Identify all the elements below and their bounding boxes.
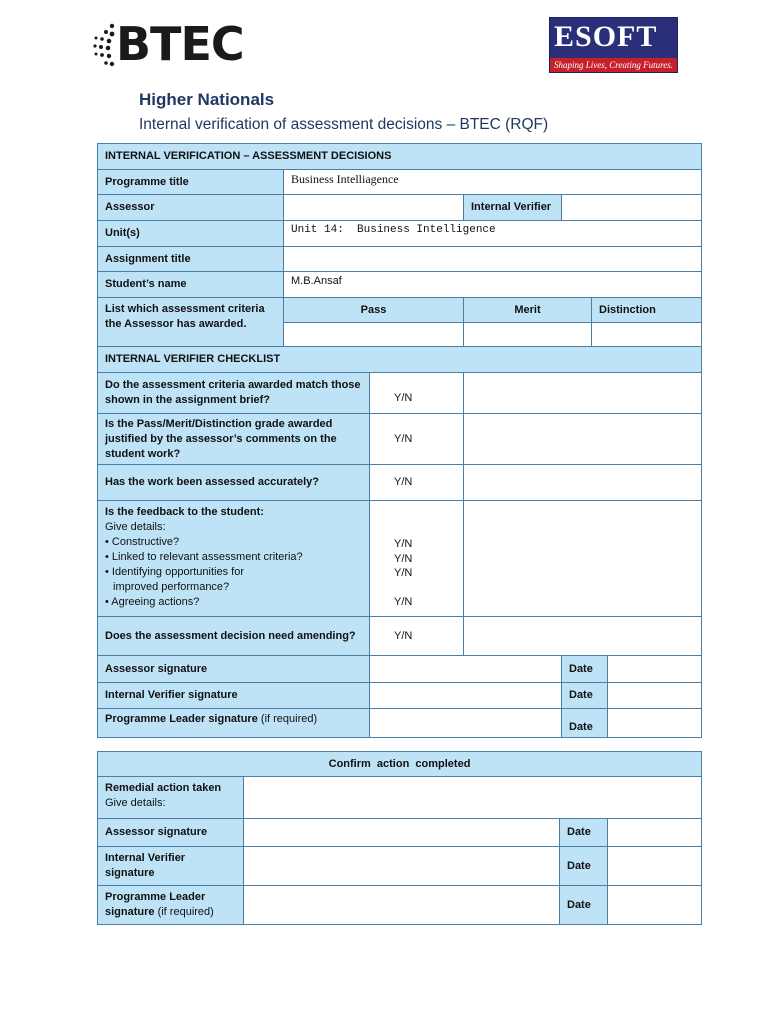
confirm-pl-signature-text: Programme Leader signature	[105, 891, 206, 918]
remedial-label-text: Remedial action taken	[105, 782, 222, 794]
q1-yn[interactable]: Y/N	[370, 373, 464, 414]
btec-dots-icon	[92, 22, 116, 68]
distinction-header: Distinction	[592, 298, 702, 323]
q5-comment-field[interactable]	[464, 617, 702, 656]
confirm-assessor-signature-label: Assessor signature	[98, 819, 244, 847]
q2-comment-field[interactable]	[464, 414, 702, 465]
iv-signature-label: Internal Verifier signature	[98, 683, 370, 709]
page-subtitle: Internal verification of assessment decisions – BTEC (RQF)	[139, 116, 549, 133]
programme-title-label: Programme title	[98, 170, 284, 195]
assessor-date-field[interactable]	[608, 656, 702, 683]
pl-signature-label	[98, 709, 370, 738]
pl-signature-field[interactable]	[370, 709, 562, 738]
remedial-field[interactable]	[244, 777, 702, 819]
merit-field[interactable]	[464, 323, 592, 347]
q4-yn-group	[370, 501, 464, 617]
q4-comment-field[interactable]	[464, 501, 702, 617]
internal-verifier-label: Internal Verifier	[464, 195, 562, 221]
confirm-assessor-date-label: Date	[560, 819, 608, 847]
merit-header: Merit	[464, 298, 592, 323]
checklist-section-title: INTERNAL VERIFIER CHECKLIST	[98, 347, 702, 373]
assessor-signature-field[interactable]	[370, 656, 562, 683]
confirm-pl-signature-field[interactable]	[244, 886, 560, 925]
distinction-field[interactable]	[592, 323, 702, 347]
q4-yn-identifying[interactable]: Y/N	[394, 567, 413, 579]
esoft-tagline: Shaping Lives, Creating Futures.	[553, 60, 674, 70]
pass-header: Pass	[284, 298, 464, 323]
confirm-pl-signature-label	[98, 886, 244, 925]
assessment-decisions-table	[97, 143, 702, 347]
assignment-title-field[interactable]	[284, 247, 702, 272]
pass-field[interactable]	[284, 323, 464, 347]
remedial-give-details: Give details:	[105, 797, 166, 809]
student-name-label: Student’s name	[98, 272, 284, 298]
iv-signature-field[interactable]	[370, 683, 562, 709]
q4-item-identifying: • Identifying opportunities for	[105, 566, 244, 578]
q4-yn-constructive[interactable]: Y/N	[394, 538, 413, 550]
confirm-iv-date-label: Date	[560, 847, 608, 886]
iv-checklist-table	[97, 346, 702, 738]
student-name-field[interactable]: M.B.Ansaf	[284, 272, 702, 298]
q4-give-details: Give details:	[105, 521, 166, 533]
pl-date-label: Date	[562, 709, 608, 738]
decisions-section-title: INTERNAL VERIFICATION – ASSESSMENT DECISIONS	[98, 144, 702, 170]
btec-logo	[92, 16, 252, 72]
checklist-q4	[98, 501, 370, 617]
confirm-assessor-signature-field[interactable]	[244, 819, 560, 847]
q1-comment-field[interactable]	[464, 373, 702, 414]
pl-signature-text: Programme Leader signature	[105, 713, 258, 725]
iv-date-field[interactable]	[608, 683, 702, 709]
confirm-section-title: Confirm action completed	[98, 752, 702, 777]
page-title: Higher Nationals	[139, 90, 275, 109]
confirm-iv-signature-label: Internal Verifier signature	[98, 847, 244, 886]
remedial-label	[98, 777, 244, 819]
assessor-signature-label: Assessor signature	[98, 656, 370, 683]
assessor-date-label: Date	[562, 656, 608, 683]
q4-item-linked: • Linked to relevant assessment criteria?	[105, 551, 303, 563]
programme-title-field[interactable]: Business Intelliagence	[284, 170, 702, 195]
q3-yn[interactable]: Y/N	[370, 465, 464, 501]
q4-title: Is the feedback to the student:	[105, 506, 264, 518]
q5-yn[interactable]: Y/N	[370, 617, 464, 656]
confirm-assessor-date-field[interactable]	[608, 819, 702, 847]
criteria-label: List which assessment criteria the Assessor has awarded.	[98, 298, 284, 347]
checklist-q1: Do the assessment criteria awarded match those shown in the assignment brief?	[98, 373, 370, 414]
assessor-label: Assessor	[98, 195, 284, 221]
q4-yn-linked[interactable]: Y/N	[394, 552, 413, 565]
checklist-q2: Is the Pass/Merit/Distinction grade awarded justified by the assessor’s comments on the student work?	[98, 414, 370, 465]
pl-if-required: (if required)	[260, 713, 318, 725]
q4-item-agreeing: • Agreeing actions?	[105, 596, 200, 608]
confirm-pl-if-required: (if required)	[157, 906, 214, 918]
assessor-field[interactable]	[284, 195, 464, 221]
confirm-action-table	[97, 751, 702, 925]
checklist-q3: Has the work been assessed accurately?	[98, 465, 370, 501]
q4-yn-agreeing[interactable]: Y/N	[394, 595, 413, 608]
esoft-logo	[549, 17, 678, 73]
checklist-q5: Does the assessment decision need amending?	[98, 617, 370, 656]
esoft-logo-text: ESOFT	[554, 20, 658, 53]
units-field[interactable]: Unit 14: Business Intelligence	[284, 221, 702, 247]
q3-comment-field[interactable]	[464, 465, 702, 501]
q2-yn[interactable]: Y/N	[370, 414, 464, 465]
q4-item-constructive: • Constructive?	[105, 536, 180, 548]
pl-date-field[interactable]	[608, 709, 702, 738]
internal-verifier-field[interactable]	[562, 195, 702, 221]
units-label: Unit(s)	[98, 221, 284, 247]
confirm-iv-signature-field[interactable]	[244, 847, 560, 886]
assignment-title-label: Assignment title	[98, 247, 284, 272]
confirm-iv-date-field[interactable]	[608, 847, 702, 886]
btec-logo-text: BTEC	[116, 17, 244, 71]
iv-date-label: Date	[562, 683, 608, 709]
q4-item-improved: improved performance?	[113, 581, 230, 593]
confirm-pl-date-label: Date	[560, 886, 608, 925]
confirm-pl-date-field[interactable]	[608, 886, 702, 925]
